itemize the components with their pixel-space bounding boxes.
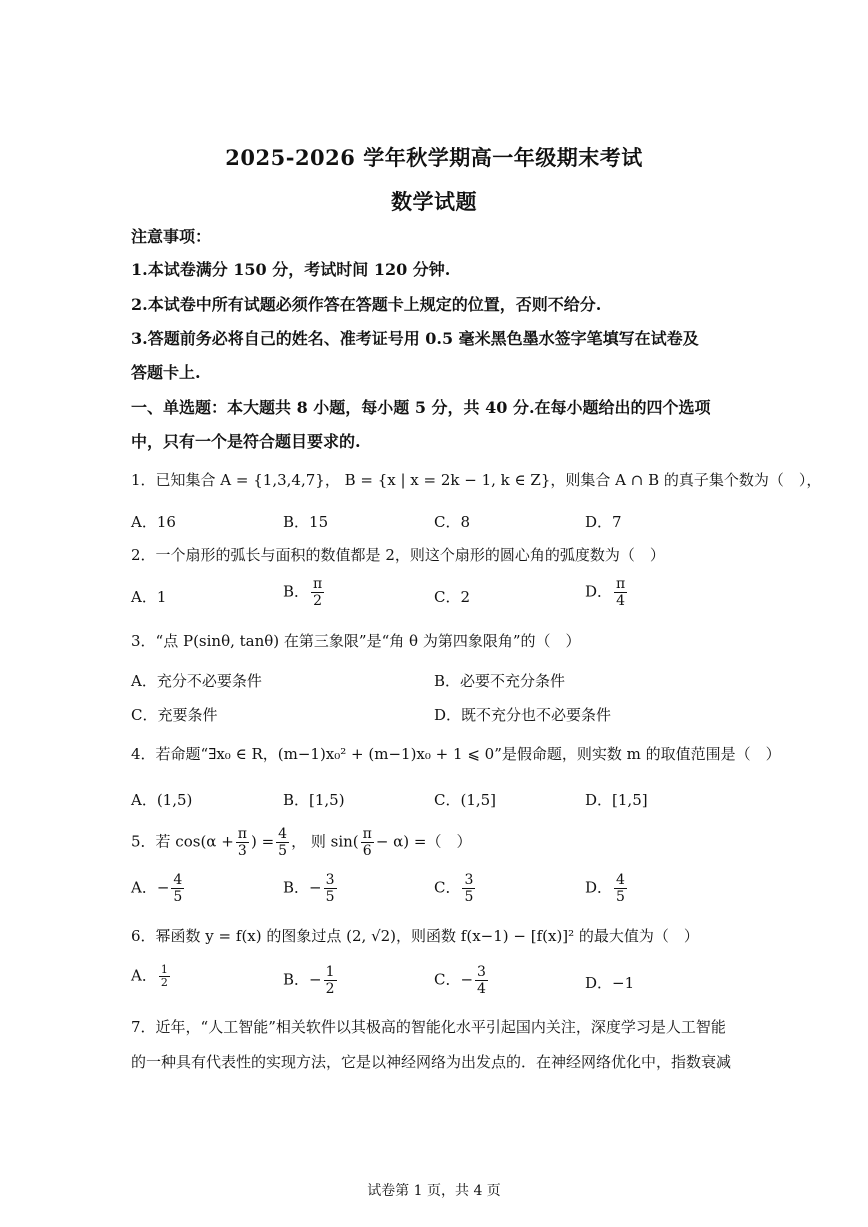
question-1-stem: 1．已知集合 A = {1,3,4,7}， B = {x | x = 2k − 1, k ∈ Z}，则集合 A ∩ B 的真子集个数为（ ）， [131,471,822,489]
exam-title: 2025-2026 学年秋学期高一年级期末考试 [225,145,643,170]
q3-option-b: B．必要不充分条件 [434,672,566,690]
q1-option-d: D．7 [585,513,622,531]
notice-item-2: 2.本试卷中所有试题必须作答在答题卡上规定的位置，否则不给分. [131,295,602,314]
section-heading-line2: 中，只有一个是符合题目要求的. [131,432,361,451]
q1-option-a: A．16 [131,513,176,531]
q2-option-b: B． $\frac{\pi}{2}$ [283,576,323,609]
section-heading-line1: 一、单选题：本大题共 8 小题，每小题 5 分，共 40 分.在每小题给出的四个选项 [131,398,711,417]
q6-option-a: A． $\frac{1}{2}$ [131,963,168,989]
question-3-stem: 3．“点 P(sinθ, tanθ) 在第三象限”是“角 θ 为第四象限角”的（ ） [131,632,581,650]
q6-option-b: B．− $\frac{1}{2}$ [283,964,335,997]
page-footer: 试卷第 1 页，共 4 页 [367,1183,501,1199]
question-2-stem: 2．一个扇形的弧长与面积的数值都是 2，则这个扇形的圆心角的弧度数为（ ） [131,546,665,564]
q6-option-c: C．− $\frac{3}{4}$ [434,964,486,997]
question-4-stem: 4．若命题“∃x₀ ∈ R，(m−1)x₀² + (m−1)x₀ + 1 ⩽ 0”是假命题，则实数 m 的取值范围是（ ） [131,745,781,763]
notice-item-3-line2: 答题卡上. [131,363,201,382]
q2-option-d: D． $\frac{\pi}{4}$ [585,576,626,609]
notice-heading: 注意事项： [131,227,212,246]
q2-option-a: A．1 [131,588,167,606]
q2-option-c: C．2 [434,588,471,606]
q5-option-a: A．− $\frac{4}{5}$ [131,872,183,905]
q5-option-c: C． $\frac{3}{5}$ [434,872,474,905]
question-6-stem: 6．幂函数 y = f(x) 的图象过点 (2, √2)，则函数 f(x−1) − [f(x)]² 的最大值为（ ） [131,927,699,945]
q1-option-c: C．8 [434,513,471,531]
question-7-line1: 7．近年，“人工智能”相关软件以其极高的智能化水平引起国内关注，深度学习是人工智能 [131,1018,726,1036]
notice-item-1: 1.本试卷满分 150 分，考试时间 120 分钟. [131,260,451,279]
q3-option-c: C．充要条件 [131,706,218,724]
q5-option-d: D． $\frac{4}{5}$ [585,872,625,905]
q4-option-a: A．(1,5) [131,791,193,809]
question-5-stem: 5．若 cos(α + $\frac{\pi}{3}$ ) = $\frac{4}{5}$ ， 则 sin( $\frac{\pi}{6}$ − α) =（ ） [131,826,472,859]
q1-option-b: B．15 [283,513,329,531]
q3-option-a: A．充分不必要条件 [131,672,262,690]
q3-option-d: D．既不充分也不必要条件 [434,706,612,724]
q4-option-b: B．[1,5) [283,791,345,809]
q4-option-d: D．[1,5] [585,791,648,809]
exam-subtitle: 数学试题 [391,189,477,214]
q6-option-d: D．−1 [585,974,635,992]
question-7-line2: 的一种具有代表性的实现方法，它是以神经网络为出发点的．在神经网络优化中，指数衰减 [131,1053,732,1071]
notice-item-3-line1: 3.答题前务必将自己的姓名、准考证号用 0.5 毫米黑色墨水签字笔填写在试卷及 [131,329,699,348]
q5-option-b: B．− $\frac{3}{5}$ [283,872,335,905]
q4-option-c: C．(1,5] [434,791,497,809]
